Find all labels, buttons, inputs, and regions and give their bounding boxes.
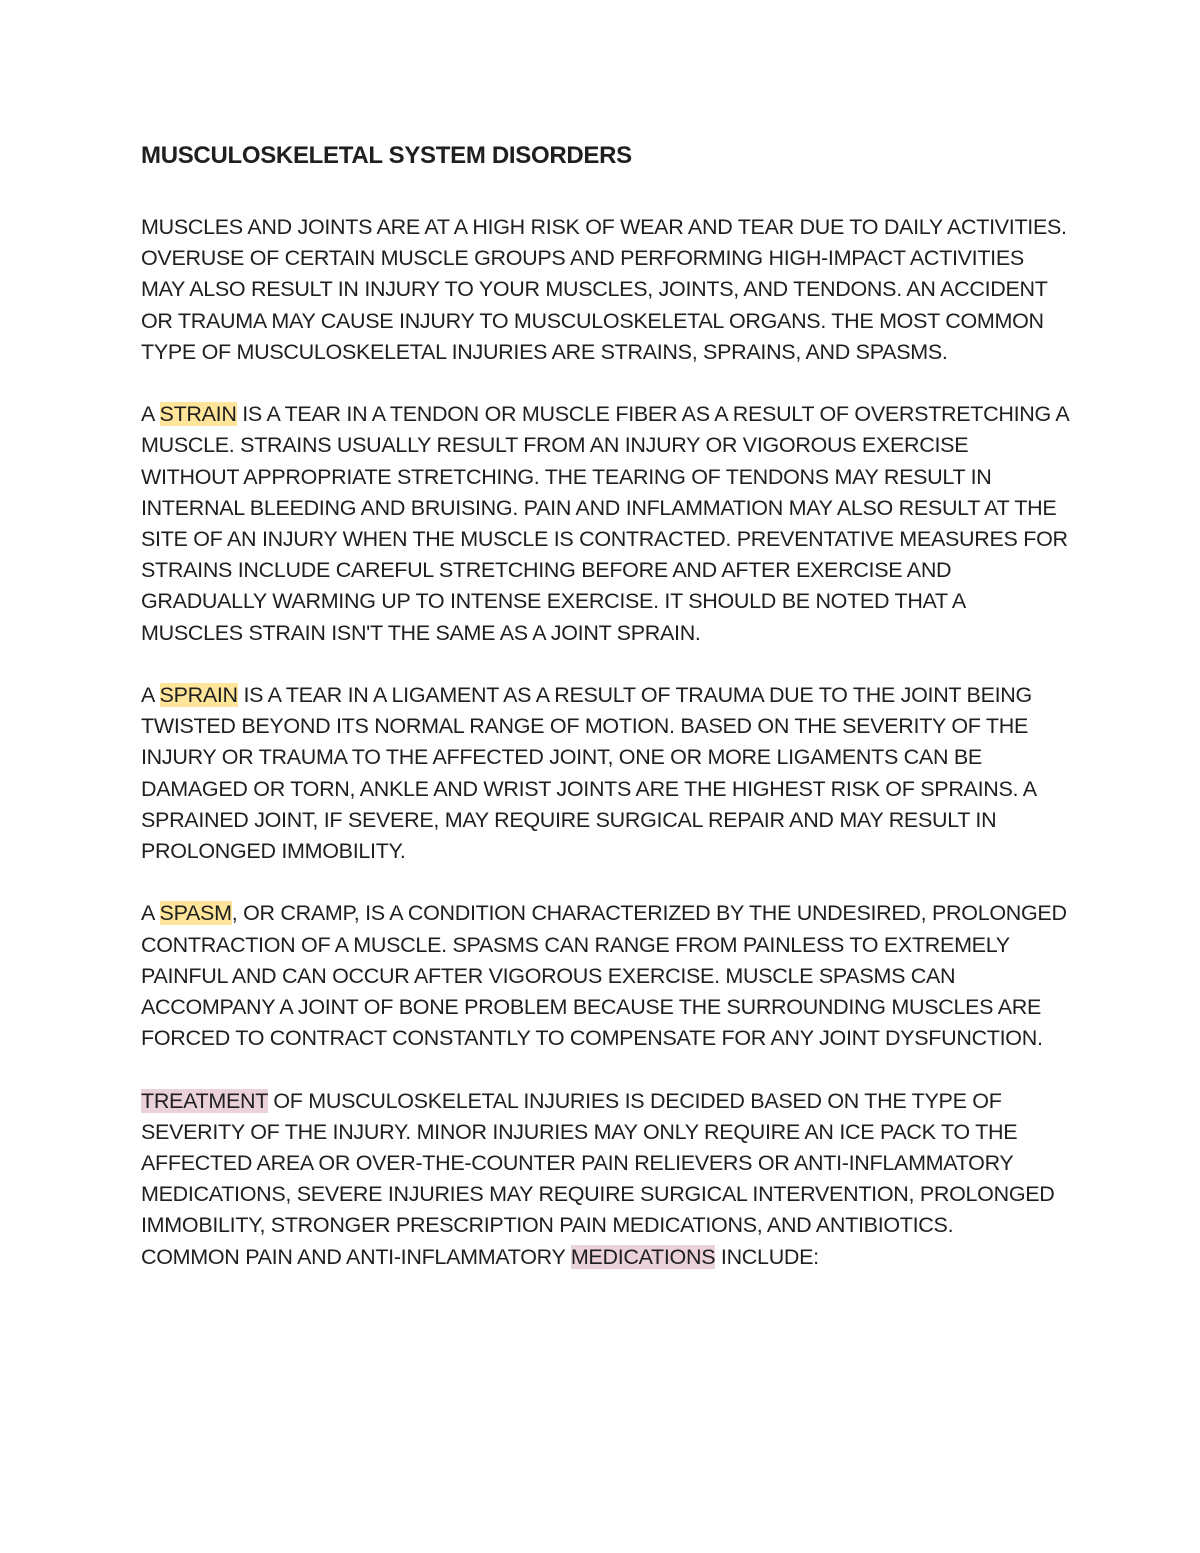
medications-line [141, 1242, 1071, 1273]
sprain-text: IS A TEAR IN A LIGAMENT AS A RESULT OF TRAUMA DUE TO THE JOINT BEING TWISTED BEYOND ITS NORMAL RANGE OF MOTION. BASED ON THE SEVERITY OF THE INJURY OR TRAUMA TO THE AFFECTED JOINT, ONE OR MORE LIGAMENTS CAN BE DAMAGED OR TORN, ANKLE AND WRIST JOINTS ARE THE HIGHEST RISK OF SPRAINS. A SPRAINED JOINT, IF SEVERE, MAY REQUIRE SURGICAL REPAIR AND MAY RESULT IN PROLONGED IMMOBILITY. [141, 683, 1036, 864]
medications-suffix: INCLUDE: [715, 1244, 819, 1269]
spasm-prefix: A [141, 901, 160, 926]
treatment-paragraph [141, 1086, 1071, 1242]
medications-prefix: COMMON PAIN AND ANTI-INFLAMMATORY [141, 1244, 571, 1269]
spasm-paragraph [141, 898, 1071, 1054]
treatment-text: OF MUSCULOSKELETAL INJURIES IS DECIDED BASED ON THE TYPE OF SEVERITY OF THE INJURY. MINOR INJURIES MAY ONLY REQUIRE AN ICE PACK TO THE AFFECTED AREA OR OVER-THE-COUNTER PAIN RELIEVERS OR ANTI-INFLAMMATORY MEDICATIONS, SEVERE INJURIES MAY REQUIRE SURGICAL INTERVENTION, PROLONGED IMMOBILITY, STRONGER PRESCRIPTION PAIN MEDICATIONS, AND ANTIBIOTICS. [141, 1088, 1055, 1238]
sprain-prefix: A [141, 683, 160, 708]
medications-highlight: MEDICATIONS [570, 1244, 716, 1269]
intro-paragraph: MUSCLES AND JOINTS ARE AT A HIGH RISK OF WEAR AND TEAR DUE TO DAILY ACTIVITIES. OVERUSE OF CERTAIN MUSCLE GROUPS AND PERFORMING HIGH-IMPACT ACTIVITIES MAY ALSO RESULT IN INJURY TO YOUR MUSCLES, JOINTS, AND TENDONS. AN ACCIDENT OR TRAUMA MAY CAUSE INJURY TO MUSCULOSKELETAL ORGANS. THE MOST COMMON TYPE OF MUSCULOSKELETAL INJURIES ARE STRAINS, SPRAINS, AND SPASMS. [141, 215, 1067, 364]
document-title: MUSCULOSKELETAL SYSTEM DISORDERS [141, 142, 632, 169]
document-page [141, 140, 1071, 1273]
strain-prefix: A [141, 402, 160, 427]
spasm-text: , OR CRAMP, IS A CONDITION CHARACTERIZED BY THE UNDESIRED, PROLONGED CONTRACTION OF A MUSCLE. SPASMS CAN RANGE FROM PAINLESS TO EXTREMELY PAINFUL AND CAN OCCUR AFTER VIGOROUS EXERCISE. MUSCLE SPASMS CAN ACCOMPANY A JOINT OF BONE PROBLEM BECAUSE THE SURROUNDING MUSCLES ARE FORCED TO CONTRACT CONSTANTLY TO COMPENSATE FOR ANY JOINT DYSFUNCTION. [141, 901, 1067, 1051]
strain-text: IS A TEAR IN A TENDON OR MUSCLE FIBER AS A RESULT OF OVERSTRETCHING A MUSCLE. STRAINS USUALLY RESULT FROM AN INJURY OR VIGOROUS EXERCISE WITHOUT APPROPRIATE STRETCHING. THE TEARING OF TENDONS MAY RESULT IN INTERNAL BLEEDING AND BRUISING. PAIN AND INFLAMMATION MAY ALSO RESULT AT THE SITE OF AN INJURY WHEN THE MUSCLE IS CONTRACTED. PREVENTATIVE MEASURES FOR STRAINS INCLUDE CAREFUL STRETCHING BEFORE AND AFTER EXERCISE AND GRADUALLY WARMING UP TO INTENSE EXERCISE. IT SHOULD BE NOTED THAT A MUSCLES STRAIN ISN'T THE SAME AS A JOINT SPRAIN. [141, 402, 1069, 645]
strain-paragraph [141, 399, 1071, 649]
treatment-highlight: TREATMENT [141, 1088, 268, 1113]
strain-highlight: STRAIN [159, 402, 237, 427]
sprain-highlight: SPRAIN [159, 683, 238, 708]
spasm-highlight: SPASM [159, 901, 232, 926]
sprain-paragraph [141, 680, 1071, 867]
